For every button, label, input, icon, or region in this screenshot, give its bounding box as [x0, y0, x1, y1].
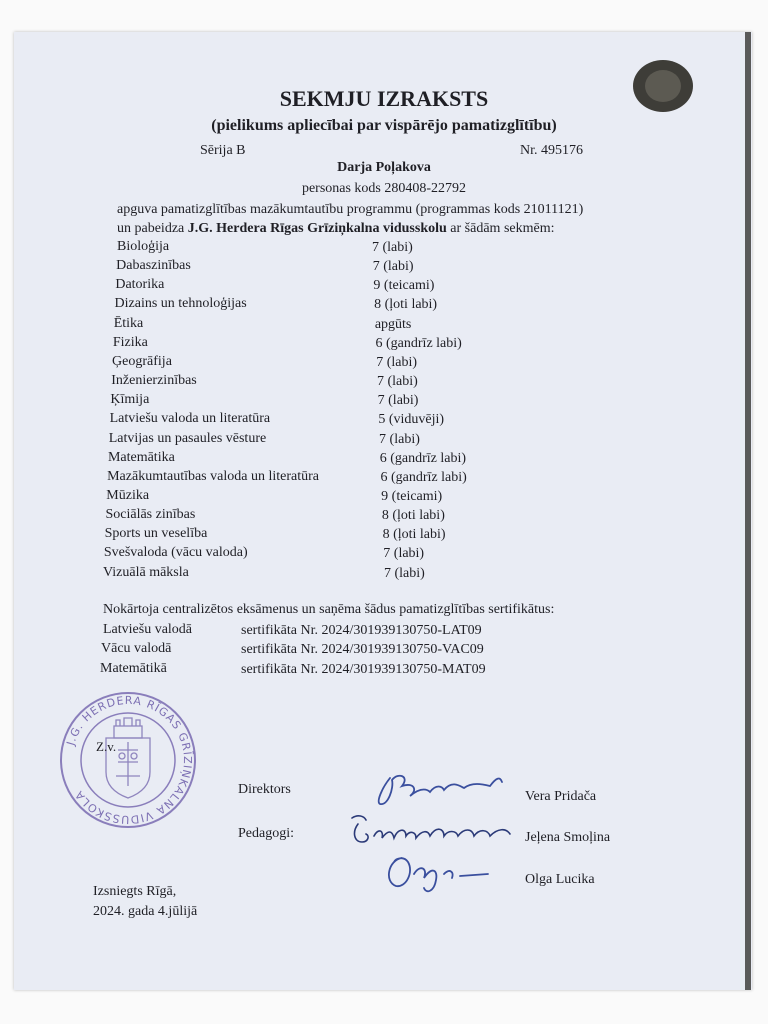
subject-name: Matemātika	[107, 449, 175, 465]
subject-name: Sports un veselība	[104, 526, 208, 542]
subject-name: Dabaszinības	[116, 258, 191, 274]
subject-name: Fizika	[112, 334, 148, 350]
director-label: Direktors	[238, 782, 291, 797]
certificate-number: sertifikāta Nr. 2024/301939130750-LAT09	[241, 623, 482, 638]
subject-name: Inženierzinības	[111, 373, 197, 389]
subject-grade: 6 (gandrīz labi)	[380, 469, 467, 485]
subject-grade: 7 (labi)	[376, 374, 418, 390]
certificate-number: sertifikāta Nr. 2024/301939130750-MAT09	[241, 662, 486, 677]
subject-grade: 8 (ļoti labi)	[381, 508, 445, 524]
certificate-subject: Vācu valodā	[101, 641, 172, 656]
document-subtitle: (pielikums apliecībai par vispārējo pamatizglītību)	[211, 117, 557, 134]
certificate-subject: Matemātikā	[100, 661, 167, 676]
subject-grade: 6 (gandrīz labi)	[379, 450, 467, 466]
teacher1-signature	[348, 812, 518, 852]
subject-grade: 7 (labi)	[377, 393, 419, 409]
subject-grade: 7 (labi)	[372, 259, 414, 275]
subject-name: Mazākumtautības valoda un literatūra	[107, 468, 319, 484]
series-label: Sērija B	[200, 143, 246, 158]
student-name: Darja Poļakova	[337, 160, 431, 175]
subject-name: Datorika	[115, 277, 165, 293]
subject-grade: 7 (labi)	[376, 354, 418, 370]
school-name: J.G. Herdera Rīgas Grīziņkalna vidusskolu	[187, 221, 447, 236]
certificate-number: sertifikāta Nr. 2024/301939130750-VAC09	[241, 642, 484, 657]
issued-place: Izsniegts Rīgā,	[93, 884, 177, 899]
subject-grade: 7 (labi)	[372, 240, 413, 255]
subject-name: Sociālās zinības	[105, 507, 196, 523]
subject-name: Vizuālā māksla	[103, 564, 189, 580]
teacher2-name: Olga Lucika	[525, 872, 595, 887]
teacher1-name: Jeļena Smoļina	[525, 830, 611, 845]
subject-name: Ģeogrāfija	[112, 353, 172, 369]
subject-grade: 8 (ļoti labi)	[374, 297, 438, 313]
subject-name: Svešvaloda (vācu valoda)	[103, 545, 248, 561]
document-title: SEKMJU IZRAKSTS	[279, 86, 489, 111]
subject-name: Bioloģija	[117, 239, 170, 254]
coat-of-arms-icon	[106, 718, 150, 798]
teacher2-signature	[380, 852, 490, 896]
subject-grade: 7 (labi)	[383, 546, 425, 562]
document-number: Nr. 495176	[520, 143, 583, 158]
stamp-location-mark: Z.v.	[96, 739, 117, 754]
subject-name: Dizains un tehnoloģijas	[114, 296, 247, 312]
subject-grade: 7 (labi)	[379, 431, 420, 447]
subject-name: Mūzika	[106, 487, 150, 503]
issued-date: 2024. gada 4.jūlijā	[93, 904, 198, 919]
subject-name: Latviešu valoda un literatūra	[109, 411, 271, 427]
subject-grade: 6 (gandrīz labi)	[375, 335, 462, 351]
personal-code: personas kods 280408-22792	[301, 181, 467, 196]
school-stamp	[58, 690, 198, 830]
subject-grade: 9 (teicami)	[381, 488, 443, 504]
subject-grade: 5 (viduvēji)	[378, 412, 445, 428]
subject-name: Latvijas un pasaules vēsture	[108, 430, 267, 446]
school-suffix: ar šādām sekmēm:	[446, 221, 555, 236]
subject-grade: 7 (labi)	[384, 565, 425, 581]
subject-name: Ķīmija	[110, 392, 150, 408]
certificates-heading: Nokārtoja centralizētos eksāmenus un saņēma šādus pamatizglītības sertifikātus:	[103, 602, 555, 617]
teachers-label: Pedagogi:	[238, 826, 294, 841]
certificate-subject: Latviešu valodā	[103, 622, 193, 637]
director-name: Vera Pridača	[525, 789, 597, 804]
director-signature	[372, 768, 507, 810]
subject-grade: 9 (teicami)	[373, 278, 435, 294]
stamp-text: J.G. HERDERA RĪGAS GRĪZIŅKALNA VIDUSSKOLA	[64, 693, 195, 827]
school-line	[117, 221, 554, 237]
program-line: apguva pamatizglītības mazākumtautību programmu (programmas kods 21011121)	[117, 202, 584, 217]
subject-grade: 8 (ļoti labi)	[382, 527, 446, 543]
subject-grade: apgūts	[374, 316, 412, 332]
subject-name: Ētika	[113, 315, 144, 331]
school-prefix: un pabeidza	[117, 221, 188, 236]
